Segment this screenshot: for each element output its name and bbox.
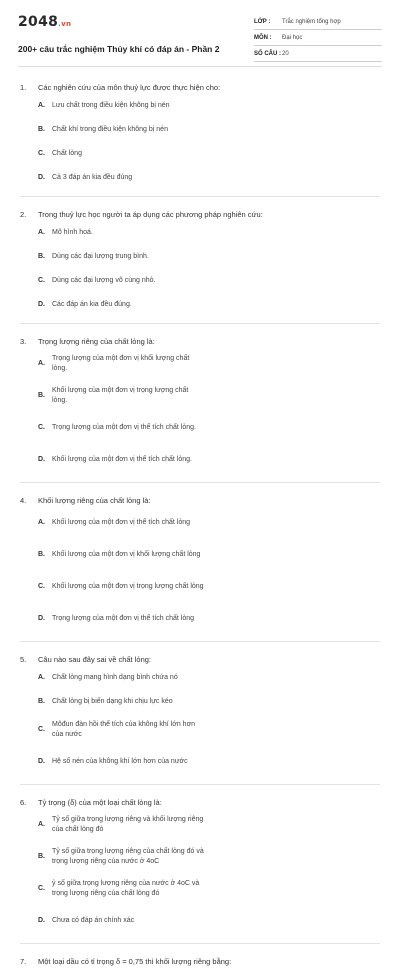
question-divider bbox=[20, 482, 380, 483]
option-letter: B. bbox=[38, 392, 45, 399]
option-text: Chưa có đáp án chính xác bbox=[52, 917, 135, 924]
logo-text: 2048 bbox=[18, 14, 59, 30]
question-4 bbox=[20, 493, 380, 642]
question-text: Trọng lượng riêng của chất lỏng là: bbox=[38, 336, 155, 346]
option-text: Khối lượng của một đơn vị khối lượng chất lỏng bbox=[52, 551, 201, 558]
meta-key: MÔN : bbox=[254, 34, 272, 41]
option-text: Hệ số nén của không khí lớn hơn của nước bbox=[52, 758, 188, 765]
option-letter: C. bbox=[38, 726, 45, 733]
option-text: Khối lượng của một đơn vị trọng lượng chất lỏng. bbox=[52, 387, 189, 404]
document-header bbox=[18, 12, 382, 62]
option-a[interactable] bbox=[38, 221, 210, 245]
option-letter: A. bbox=[38, 674, 45, 681]
header-divider bbox=[18, 66, 382, 67]
option-letter: A. bbox=[38, 519, 45, 526]
question-7 bbox=[20, 954, 380, 968]
option-text: Tỷ số giữa trọng lượng riêng của chất lỏng đó và trọng lượng riêng của nước ở 4oC bbox=[52, 848, 204, 865]
option-b[interactable] bbox=[38, 245, 210, 269]
option-letter: A. bbox=[38, 360, 45, 367]
site-logo[interactable] bbox=[18, 14, 71, 30]
option-text: Các đáp án kia đều đúng. bbox=[52, 301, 132, 308]
meta-table bbox=[254, 14, 382, 62]
option-b[interactable] bbox=[38, 380, 210, 412]
option-c[interactable] bbox=[38, 714, 210, 746]
question-1 bbox=[20, 80, 380, 197]
option-letter: D. bbox=[38, 615, 45, 622]
option-letter: C. bbox=[38, 150, 45, 157]
question-text: Khối lượng riêng của chất lỏng là: bbox=[38, 495, 151, 505]
option-text: Mô hình hoá. bbox=[52, 229, 93, 236]
option-letter: D. bbox=[38, 917, 45, 924]
option-a[interactable] bbox=[38, 666, 210, 690]
question-5 bbox=[20, 652, 380, 785]
question-number: 5. bbox=[20, 654, 27, 664]
question-number: 2. bbox=[20, 209, 27, 219]
option-text: Trọng lượng của một đơn vị thể tích chất lỏng bbox=[52, 615, 195, 622]
question-3 bbox=[20, 334, 380, 483]
option-letter: A. bbox=[38, 821, 45, 828]
option-letter: B. bbox=[38, 698, 45, 705]
option-text: Chất khí trong điều kiện không bị nén bbox=[52, 126, 168, 133]
option-letter: B. bbox=[38, 551, 45, 558]
question-text: Câu nào sau đây sai về chất lỏng: bbox=[38, 654, 151, 664]
option-letter: D. bbox=[38, 174, 45, 181]
option-letter: A. bbox=[38, 229, 45, 236]
option-text: Dùng các đại lượng trung bình. bbox=[52, 253, 149, 260]
meta-value: 20 bbox=[282, 50, 289, 57]
question-divider bbox=[20, 784, 380, 785]
option-letter: C. bbox=[38, 583, 45, 590]
meta-value: Trắc nghiệm tổng hợp bbox=[282, 18, 341, 25]
option-c[interactable] bbox=[38, 269, 210, 293]
option-d[interactable] bbox=[38, 746, 210, 778]
question-divider bbox=[20, 641, 380, 642]
option-d[interactable] bbox=[38, 293, 210, 317]
meta-row-subject bbox=[254, 30, 382, 46]
option-letter: C. bbox=[38, 885, 45, 892]
option-c[interactable] bbox=[38, 571, 210, 603]
question-text: Trong thuỷ lực học người ta áp dụng các phương pháp nghiên cứu: bbox=[38, 209, 263, 219]
meta-key: LỚP : bbox=[254, 18, 271, 25]
meta-key: SỐ CÂU : bbox=[254, 50, 281, 57]
option-d[interactable] bbox=[38, 444, 210, 476]
option-c[interactable] bbox=[38, 412, 210, 444]
option-text: Dùng các đại lượng vô cùng nhỏ. bbox=[52, 277, 156, 284]
question-divider bbox=[20, 323, 380, 324]
option-text: Khối lượng của một đơn vị thể tích chất lỏng. bbox=[52, 456, 192, 463]
option-a[interactable] bbox=[38, 507, 210, 539]
question-divider bbox=[20, 196, 380, 197]
document-title: 200+ câu trắc nghiệm Thủy khí có đáp án - Phần 2 bbox=[18, 44, 220, 54]
question-divider bbox=[20, 943, 380, 944]
option-letter: B. bbox=[38, 253, 45, 260]
logo-tld: .vn bbox=[58, 20, 72, 28]
question-number: 3. bbox=[20, 336, 27, 346]
question-number: 6. bbox=[20, 797, 27, 807]
option-text: Chất lỏng bbox=[52, 150, 82, 157]
option-text: Chất lỏng bị biến dạng khi chịu lực kéo bbox=[52, 698, 173, 705]
option-c[interactable] bbox=[38, 142, 210, 166]
option-a[interactable] bbox=[38, 348, 210, 380]
option-d[interactable] bbox=[38, 603, 210, 635]
option-text: Trọng lượng của một đơn vị khối lượng chất lỏng. bbox=[52, 355, 190, 372]
question-6 bbox=[20, 795, 380, 944]
option-text: Môđun đàn hồi thể tích của không khí lớn hơn của nước bbox=[52, 721, 196, 738]
meta-row-class bbox=[254, 14, 382, 30]
option-text: Khối lượng của một đơn vị trọng lượng chất lỏng bbox=[52, 583, 204, 590]
question-text: Các nghiên cứu của môn thuỷ lực được thực hiện cho: bbox=[38, 82, 221, 92]
option-letter: D. bbox=[38, 301, 45, 308]
option-b[interactable] bbox=[38, 539, 210, 571]
option-text: Khối lượng của một đơn vị thể tích chất lỏng bbox=[52, 519, 190, 526]
option-d[interactable] bbox=[38, 166, 210, 190]
question-list bbox=[20, 80, 380, 978]
option-b[interactable] bbox=[38, 690, 210, 714]
option-b[interactable] bbox=[38, 118, 210, 142]
question-number: 4. bbox=[20, 495, 27, 505]
option-letter: B. bbox=[38, 853, 45, 860]
option-letter: C. bbox=[38, 424, 45, 431]
question-text: Tỷ trọng (δ) của một loại chất lỏng là: bbox=[38, 797, 162, 807]
question-text: Một loại dầu có tỉ trọng δ = 0,75 thì khối lượng riêng bằng: bbox=[38, 956, 232, 966]
question-number: 1. bbox=[20, 82, 27, 92]
option-text: Chất lỏng mang hình dạng bình chứa nó bbox=[52, 674, 178, 681]
option-d[interactable] bbox=[38, 905, 210, 937]
option-a[interactable] bbox=[38, 809, 210, 841]
option-letter: B. bbox=[38, 126, 45, 133]
option-text: Cả 3 đáp án kia đều đúng bbox=[52, 174, 133, 181]
option-c[interactable] bbox=[38, 873, 210, 905]
option-letter: A. bbox=[38, 102, 45, 109]
option-letter: D. bbox=[38, 456, 45, 463]
option-text: Tỷ số giữa trọng lượng riêng và khối lượng riêng của chất lỏng đó bbox=[52, 816, 204, 833]
option-letter: D. bbox=[38, 758, 45, 765]
option-b[interactable] bbox=[38, 841, 210, 873]
option-letter: C. bbox=[38, 277, 45, 284]
option-text: ỷ số giữa trọng lượng riêng của nước ở 4oC và trọng lượng riêng của chất lỏng đó bbox=[52, 880, 200, 897]
option-a[interactable] bbox=[38, 94, 210, 118]
option-text: Trọng lượng của một đơn vị thể tích chất lỏng. bbox=[52, 424, 196, 431]
option-text: Lưu chất trong điều kiện không bị nén bbox=[52, 102, 170, 109]
question-number: 7. bbox=[20, 956, 27, 966]
meta-row-count bbox=[254, 46, 382, 62]
question-2 bbox=[20, 207, 380, 324]
meta-value: Đại học bbox=[282, 34, 303, 41]
